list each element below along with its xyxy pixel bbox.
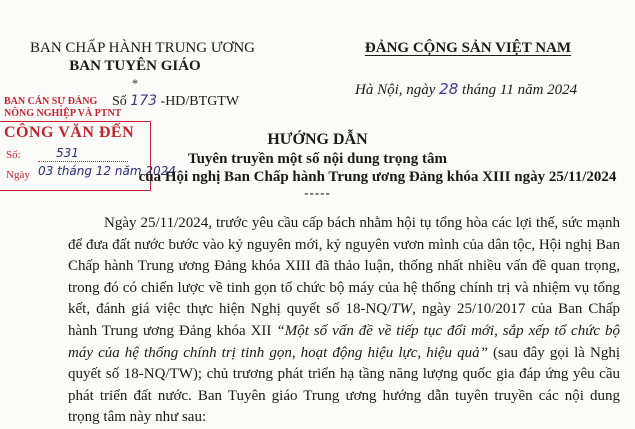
issuing-department: BAN TUYÊN GIÁO	[69, 58, 201, 74]
title-separator: -----	[304, 185, 331, 200]
doc-no-suffix: -HD/BTGTW	[157, 94, 240, 109]
stamp-title: CÔNG VĂN ĐẾN	[4, 124, 135, 141]
header-star: *	[132, 76, 138, 90]
stamp-number-value: 531	[56, 146, 79, 160]
place-date-prefix: Hà Nội, ngày	[355, 82, 440, 98]
para-quote: “Một số vấn đề về tiếp tục đổi mới, sắp xếp tổ chức bộ máy của hệ thống chính trị tinh gọn, hoạt động hiệu lực, hiệu quả”	[68, 322, 620, 361]
para-intro: Ngày 25/11/2024, trước yêu cầu cấp bách nhằm hội tụ tổng hòa các lợi thế, sức mạnh để đưa đất nước bước vào kỷ nguyên mới, kỷ nguyên vươn mình của dân tộc, Hội nghị Ban Chấp hành Trung ương Đảng khóa XIII đã thảo luận, thống nhất nhiều vấn đề quan trọng, trong đó có chiến lược về tinh gọn tổ chức bộ máy của hệ thống chính trị và nhiệm vụ tổng kết, đánh giá việc thực hiện Nghị quyết số 18-NQ/	[68, 215, 620, 318]
stamp-number-label: Số:	[6, 149, 21, 161]
party-name: ĐẢNG CỘNG SẢN VIỆT NAM	[364, 40, 572, 56]
stamp-org-line2: NÔNG NGHIỆP VÀ PTNT	[4, 108, 122, 119]
doc-no-prefix: Số	[112, 94, 131, 109]
intro-paragraph	[68, 213, 620, 429]
document-type-title: HƯỚNG DẪN	[267, 131, 368, 148]
stamp-date-label: Ngày	[6, 169, 30, 181]
para-mid: , ngày 25/10/2017 của Ban Chấp hành Trung ương Đảng khóa XII	[68, 301, 621, 339]
document-body	[68, 213, 620, 429]
document-subtitle-line2: của Hội nghị Ban Chấp hành Trung ương Đảng khóa XIII ngày 25/11/2024	[138, 169, 617, 185]
doc-no-value: 173	[130, 93, 158, 109]
issuing-body: BAN CHẤP HÀNH TRUNG ƯƠNG	[30, 40, 255, 56]
para-end: (sau đây gọi là Nghị quyết số 18-NQ/TW); chủ trương phát triển hạ tầng năng lượng quốc gia đáp ứng yêu cầu phát triển đất nước. Ban Tuyên giáo Trung ương hướng dẫn tuyên truyền các nội dung trọng tâm này như sau:	[68, 344, 620, 426]
place-date-day: 28	[439, 80, 459, 98]
document-number	[112, 93, 239, 110]
document-subtitle-line1: Tuyên truyền một số nội dung trọng tâm	[187, 151, 448, 167]
place-date-suffix: tháng 11 năm 2024	[458, 82, 578, 98]
para-tw: TW	[391, 301, 413, 318]
stamp-date-value: 03 tháng 12 năm 2024	[38, 164, 176, 178]
place-and-date	[355, 80, 577, 99]
stamp-org-line1: BAN CÁN SỰ ĐẢNG	[4, 96, 98, 107]
